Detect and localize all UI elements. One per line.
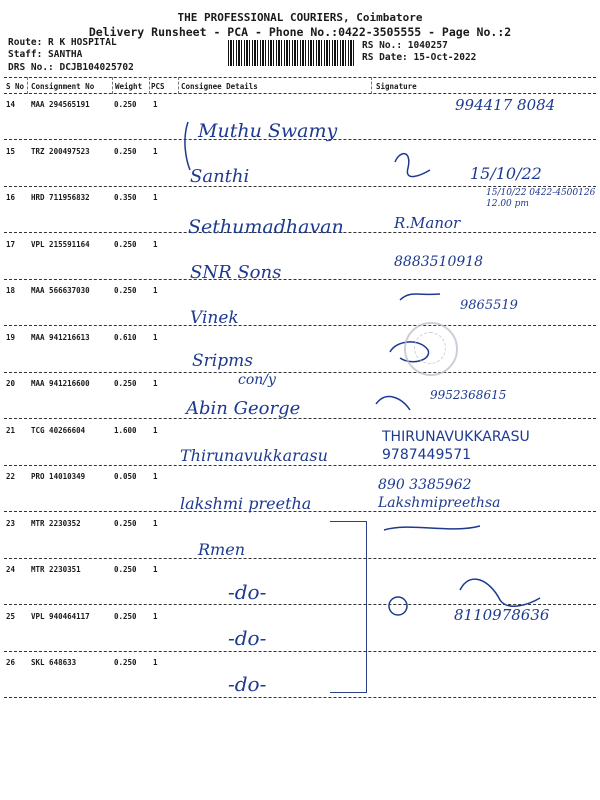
cell-consignment: TCG 40266604 [31,426,86,435]
cell-sno: 19 [6,333,16,342]
consignee-handwriting: lakshmi preetha [180,494,312,513]
cell-consignment: MAA 941216613 [31,333,90,342]
signature-handwriting: R.Manor [394,214,461,232]
consignee-handwriting: -do- [228,626,267,650]
consignee-handwriting: Muthu Swamy [198,120,338,142]
cell-consignment: MTR 2230351 [31,565,81,574]
cell-weight: 0.350 [114,193,137,202]
cell-pcs: 1 [153,426,158,435]
cell-sno: 24 [6,565,16,574]
cell-sno: 20 [6,379,16,388]
cell-weight: 0.250 [114,612,137,621]
cell-sno: 17 [6,240,16,249]
cell-sno: 16 [6,193,16,202]
cell-sno: 23 [6,519,16,528]
consignee-handwriting-extra: con/y [238,372,276,388]
cell-consignment: MAA 294565191 [31,100,90,109]
signature-handwriting: 9952368615 [430,388,507,402]
cell-weight: 0.250 [114,565,137,574]
runsheet-title: Delivery Runsheet - PCA - Phone No.:0422-3505555 - Page No.:2 [88,25,512,39]
signature-handwriting: 8110978636 [454,606,550,624]
cell-weight: 0.250 [114,519,137,528]
cell-sno: 25 [6,612,16,621]
cell-weight: 0.250 [114,240,137,249]
consignee-handwriting: -do- [228,672,267,696]
cell-consignment: SKL 648633 [31,658,77,667]
cell-pcs: 1 [153,100,158,109]
rs-number: RS No.: 1040257 [362,40,448,51]
cell-pcs: 1 [153,658,158,667]
cell-weight: 0.250 [114,379,137,388]
consignee-handwriting: Vinek [190,308,239,328]
col-header-sno: S No [6,82,25,91]
cell-pcs: 1 [153,286,158,295]
cell-weight: 0.610 [114,333,137,342]
cell-weight: 0.250 [114,658,137,667]
signature-note: 15/10/22 0422-4500126 12.00 pm [486,188,596,209]
cell-pcs: 1 [153,240,158,249]
consignee-handwriting: SNR Sons [190,262,282,283]
signature-handwriting: 9865519 [460,298,518,313]
col-header-weight: Weight [115,82,143,91]
cell-pcs: 1 [153,379,158,388]
cell-consignment: PRO 14010349 [31,472,86,481]
cell-consignment: VPL 940464117 [31,612,90,621]
col-header-pcs: PCS [151,82,165,91]
col-header-consignee: Consignee Details [181,82,258,91]
cell-pcs: 1 [153,333,158,342]
cell-sno: 15 [6,147,16,156]
hospital-stamp [404,322,458,376]
cell-sno: 14 [6,100,16,109]
signature-handwriting: 994417 8084 [455,96,556,114]
cell-weight: 1.600 [114,426,137,435]
company-title: THE PROFESSIONAL COURIERS, Coimbatore [177,11,423,24]
cell-sno: 22 [6,472,16,481]
consignee-handwriting: Thirunavukkarasu [180,446,328,465]
cell-weight: 0.050 [114,472,137,481]
cell-pcs: 1 [153,565,158,574]
cell-pcs: 1 [153,612,158,621]
drs-number: DRS No.: DCJB104025702 [8,62,134,73]
cell-consignment: MTR 2230352 [31,519,81,528]
cell-weight: 0.250 [114,286,137,295]
cell-weight: 0.250 [114,147,137,156]
cell-sno: 26 [6,658,16,667]
signature-handwriting: THIRUNAVUKKARASU 9787449571 [382,429,530,463]
signature-handwriting: 15/10/22 [470,164,542,183]
col-header-consignment: Consignment No [31,82,95,91]
cell-consignment: MAA 566637030 [31,286,90,295]
cell-pcs: 1 [153,147,158,156]
cell-consignment: TRZ 200497523 [31,147,90,156]
signature-handwriting: 8883510918 [394,254,484,270]
cell-sno: 21 [6,426,16,435]
signature-handwriting: 890 3385962 Lakshmipreethsa [378,477,501,511]
rs-date: RS Date: 15-Oct-2022 [362,52,477,63]
route-label: Route: R K HOSPITAL [8,37,117,48]
cell-consignment: MAA 941216600 [31,379,90,388]
cell-pcs: 1 [153,193,158,202]
consignee-handwriting: Sripms [192,351,253,371]
cell-pcs: 1 [153,472,158,481]
cell-consignment: VPL 215591164 [31,240,90,249]
consignee-handwriting: Santhi [190,166,250,187]
staff-label: Staff: SANTHA [8,49,83,60]
cell-consignment: HRD 711956832 [31,193,90,202]
consignee-handwriting: Abin George [186,398,301,419]
consignee-handwriting: Rmen [198,540,245,559]
col-header-signature: Signature [376,82,417,91]
cell-pcs: 1 [153,519,158,528]
consignee-handwriting: Sethumadhavan [188,216,344,238]
cell-weight: 0.250 [114,100,137,109]
consignee-handwriting: -do- [228,580,267,604]
cell-sno: 18 [6,286,16,295]
ditto-bracket [330,521,367,693]
